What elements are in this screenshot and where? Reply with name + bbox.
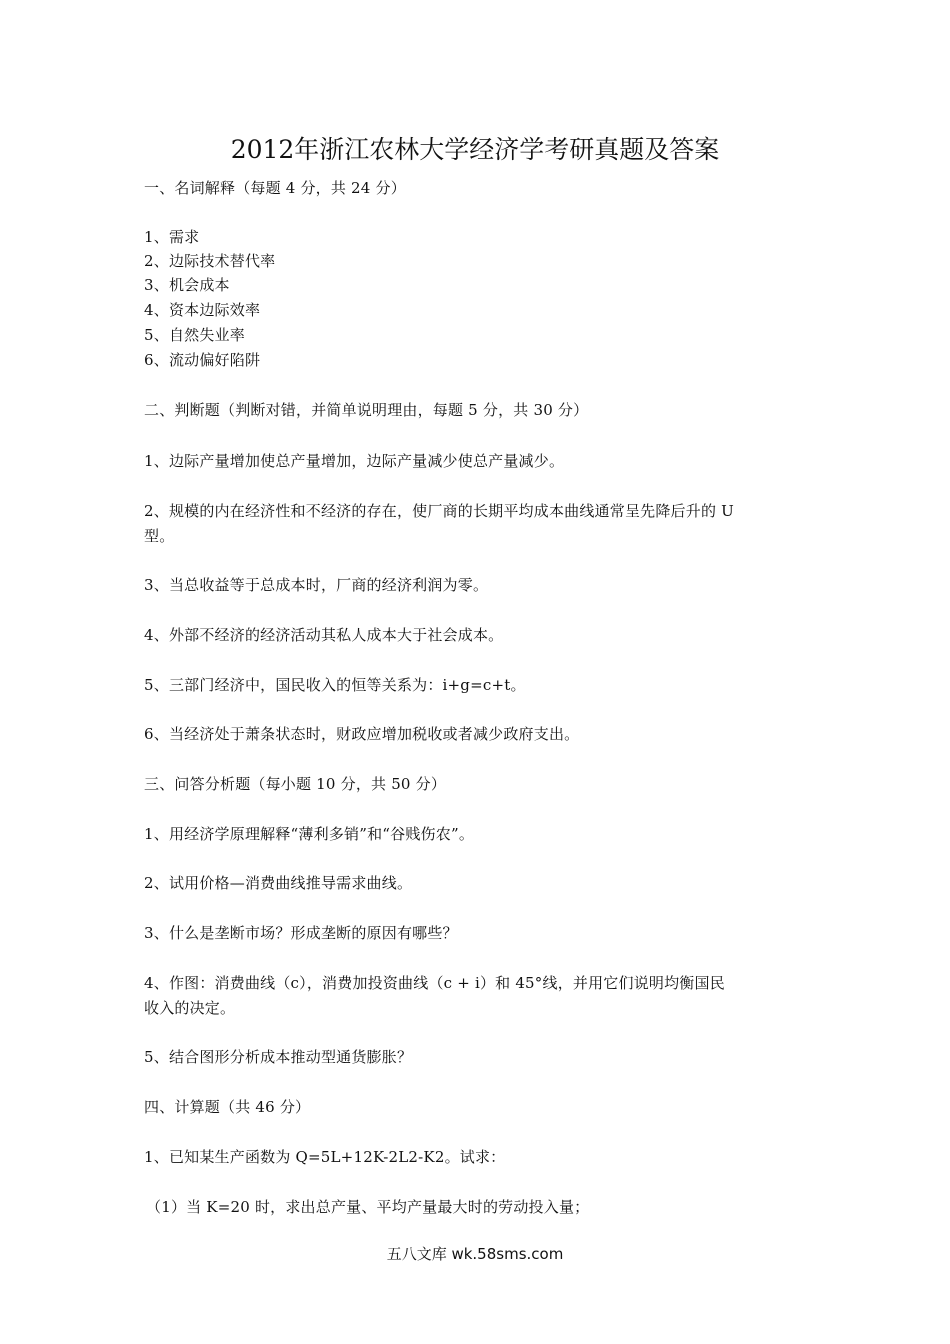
question-item: 5、三部门经济中，国民收入的恒等关系为：i+g=c+t。 bbox=[144, 676, 526, 694]
question-item: 4、作图：消费曲线（c），消费加投资曲线（c + i）和 45°线，并用它们说明均衡国民 bbox=[144, 974, 725, 992]
document-title: 2012年浙江农林大学经济学考研真题及答案 bbox=[230, 135, 720, 164]
question-item: 4、资本边际效率 bbox=[144, 301, 261, 319]
footer-watermark: 五八文库 wk.58sms.com bbox=[386, 1245, 564, 1263]
question-item: 4、外部不经济的经济活动其私人成本大于社会成本。 bbox=[144, 626, 504, 644]
question-item: 6、当经济处于萧条状态时，财政应增加税收或者减少政府支出。 bbox=[144, 725, 580, 743]
question-item: 1、用经济学原理解释“薄利多销”和“谷贱伤农”。 bbox=[144, 825, 475, 843]
question-item: 3、什么是垄断市场？形成垄断的原因有哪些？ bbox=[144, 924, 458, 942]
question-item: 3、机会成本 bbox=[144, 276, 230, 294]
question-item: 1、边际产量增加使总产量增加，边际产量减少使总产量减少。 bbox=[144, 452, 565, 470]
section-heading-judgment: 二、判断题（判断对错，并简单说明理由，每题 5 分，共 30 分） bbox=[144, 401, 589, 419]
question-item: 2、规模的内在经济性和不经济的存在，使厂商的长期平均成本曲线通常呈先降后升的 U bbox=[144, 502, 734, 520]
question-subitem: （1）当 K=20 时，求出总产量、平均产量最大时的劳动投入量； bbox=[146, 1198, 590, 1216]
question-item-continuation: 收入的决定。 bbox=[144, 999, 236, 1017]
section-heading-terms: 一、名词解释（每题 4 分，共 24 分） bbox=[144, 179, 406, 197]
question-item: 6、流动偏好陷阱 bbox=[144, 351, 261, 369]
question-item: 3、当总收益等于总成本时，厂商的经济利润为零。 bbox=[144, 576, 489, 594]
section-heading-analysis: 三、问答分析题（每小题 10 分，共 50 分） bbox=[144, 775, 447, 793]
question-item: 1、已知某生产函数为 Q=5L+12K-2L2-K2。试求： bbox=[144, 1148, 506, 1166]
section-heading-calculation: 四、计算题（共 46 分） bbox=[144, 1098, 311, 1116]
question-item: 2、试用价格—消费曲线推导需求曲线。 bbox=[144, 874, 413, 892]
question-item: 5、结合图形分析成本推动型通货膨胀？ bbox=[144, 1048, 413, 1066]
question-item: 1、需求 bbox=[144, 228, 200, 246]
question-item-continuation: 型。 bbox=[144, 527, 175, 545]
question-item: 5、自然失业率 bbox=[144, 326, 245, 344]
question-item: 2、边际技术替代率 bbox=[144, 252, 276, 270]
